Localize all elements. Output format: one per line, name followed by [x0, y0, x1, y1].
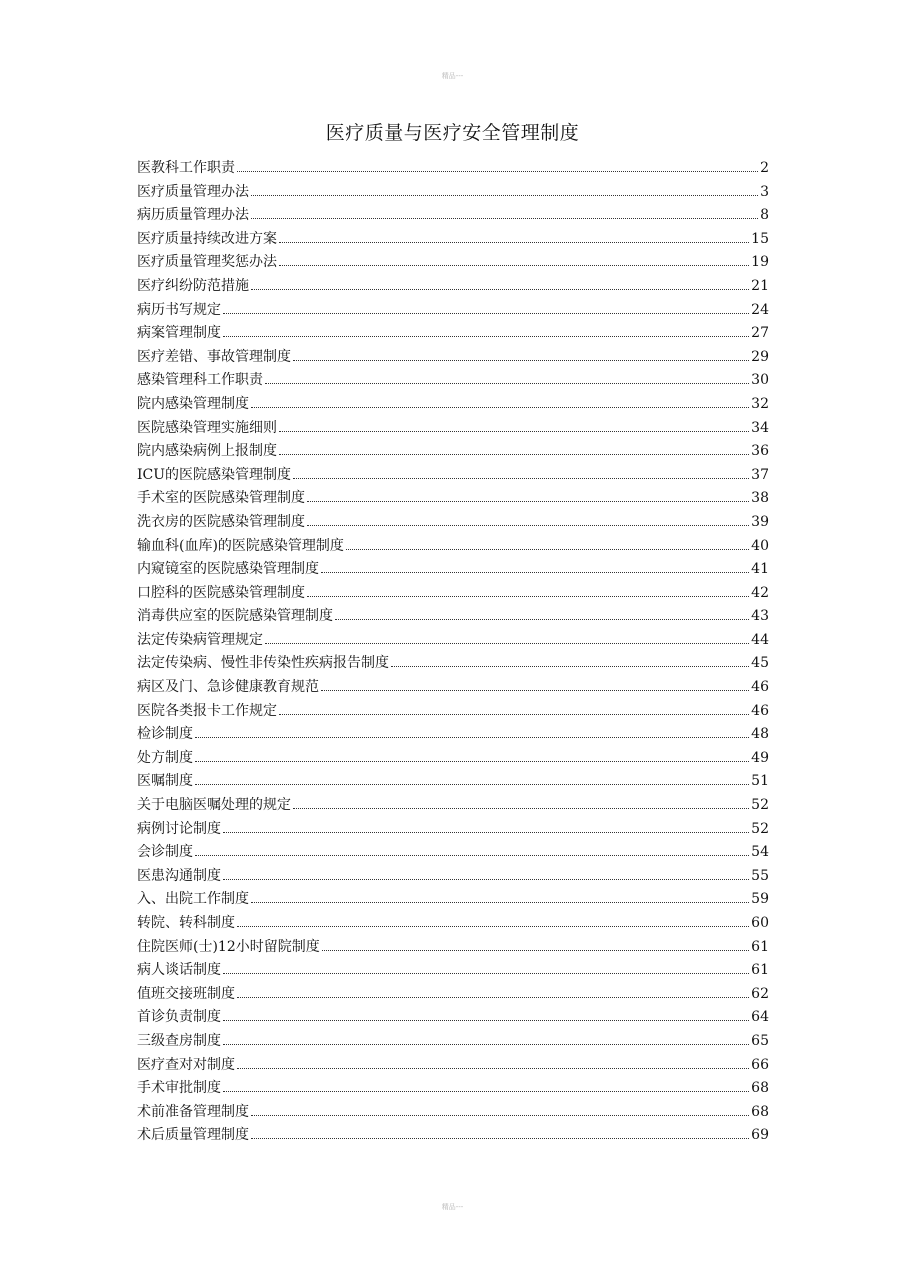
- toc-page-number: 41: [751, 561, 769, 578]
- toc-page-number: 34: [751, 419, 769, 436]
- toc-dot-leader: [322, 950, 749, 951]
- toc-dot-leader: [251, 195, 758, 196]
- toc-dot-leader: [237, 926, 749, 927]
- toc-entry-title: 医患沟通制度: [137, 867, 221, 884]
- toc-entry-title: 医疗查对对制度: [137, 1056, 235, 1073]
- toc-entry[interactable]: [137, 723, 769, 747]
- toc-dot-leader: [307, 501, 749, 502]
- toc-page-number: 36: [751, 443, 769, 460]
- toc-page-number: 27: [751, 325, 769, 342]
- toc-entry[interactable]: [137, 275, 769, 299]
- toc-page-number: 43: [751, 608, 769, 625]
- footer-watermark: 精品---: [441, 1203, 464, 1211]
- toc-dot-leader: [391, 666, 749, 667]
- toc-entry-title: 转院、转科制度: [137, 915, 235, 931]
- toc-entry[interactable]: [137, 535, 769, 559]
- toc-page-number: 60: [751, 915, 769, 931]
- toc-dot-leader: [223, 1091, 749, 1092]
- toc-dot-leader: [223, 832, 749, 833]
- toc-page-number: 29: [751, 348, 769, 365]
- toc-page-number: 66: [751, 1056, 769, 1073]
- toc-page-number: 19: [751, 254, 769, 271]
- toc-entry[interactable]: [137, 487, 769, 511]
- toc-page-number: 48: [751, 726, 769, 743]
- toc-entry-title: 医院感染管理实施细则: [137, 419, 277, 436]
- toc-dot-leader: [307, 525, 749, 526]
- toc-entry[interactable]: [137, 770, 769, 794]
- toc-entry[interactable]: [137, 582, 769, 606]
- toc-entry-title: 手术室的医院感染管理制度: [137, 490, 305, 507]
- toc-page-number: 59: [751, 891, 769, 908]
- toc-page-number: 21: [751, 277, 769, 294]
- toc-page-number: 46: [751, 679, 769, 696]
- toc-dot-leader: [335, 619, 749, 620]
- toc-dot-leader: [223, 336, 749, 337]
- toc-entry-title: 病历质量管理办法: [137, 207, 249, 224]
- toc-dot-leader: [251, 1115, 749, 1116]
- toc-entry-title: 医疗质量管理办法: [137, 183, 249, 200]
- toc-entry-title: 医教科工作职责: [137, 160, 235, 176]
- toc-page-number: 37: [751, 466, 769, 483]
- toc-dot-leader: [321, 572, 749, 573]
- toc-dot-leader: [251, 1138, 749, 1139]
- toc-entry-title: 术前准备管理制度: [137, 1103, 249, 1120]
- toc-entry-title: 住院医师(士)12小时留院制度: [137, 938, 320, 955]
- toc-entry[interactable]: [137, 652, 769, 676]
- toc-page-number: 49: [751, 749, 769, 766]
- toc-page-number: 44: [751, 631, 769, 648]
- toc-entry-title: 医疗差错、事故管理制度: [137, 348, 291, 365]
- toc-page-number: 52: [751, 797, 769, 814]
- toc-page-number: 54: [751, 844, 769, 861]
- toc-dot-leader: [279, 714, 749, 715]
- toc-page-number: 55: [751, 867, 769, 884]
- toc-page-number: 62: [751, 985, 769, 1002]
- toc-entry[interactable]: [137, 605, 769, 629]
- toc-entry[interactable]: [137, 1124, 769, 1148]
- toc-dot-leader: [195, 784, 749, 785]
- toc-entry-title: 病区及门、急诊健康教育规范: [137, 679, 319, 696]
- toc-entry-title: 医嘱制度: [137, 773, 193, 790]
- toc-entry-title: 首诊负责制度: [137, 1009, 221, 1026]
- toc-dot-leader: [223, 879, 749, 880]
- toc-entry[interactable]: [137, 440, 769, 464]
- toc-page-number: 68: [751, 1103, 769, 1120]
- toc-entry[interactable]: [137, 204, 769, 228]
- toc-entry-title: 感染管理科工作职责: [137, 372, 263, 389]
- toc-dot-leader: [279, 265, 749, 266]
- toc-entry[interactable]: [137, 251, 769, 275]
- toc-entry[interactable]: [137, 629, 769, 653]
- header-watermark: 精品---: [441, 72, 464, 80]
- toc-entry[interactable]: [137, 888, 769, 912]
- toc-entry-title: 值班交接班制度: [137, 985, 235, 1002]
- toc-entry[interactable]: [137, 464, 769, 488]
- toc-entry[interactable]: [137, 558, 769, 582]
- toc-entry[interactable]: [137, 322, 769, 346]
- toc-dot-leader: [265, 643, 749, 644]
- toc-entry[interactable]: [137, 865, 769, 889]
- toc-dot-leader: [195, 737, 749, 738]
- toc-entry[interactable]: [137, 181, 769, 205]
- toc-dot-leader: [265, 383, 749, 384]
- toc-entry-title: 内窥镜室的医院感染管理制度: [137, 561, 319, 578]
- toc-entry[interactable]: [137, 912, 769, 936]
- document-title: 医疗质量与医疗安全管理制度: [325, 122, 580, 144]
- toc-page-number: 52: [751, 820, 769, 837]
- toc-entry[interactable]: [137, 700, 769, 724]
- toc-entry-title: 洗衣房的医院感染管理制度: [137, 513, 305, 530]
- toc-entry[interactable]: [137, 983, 769, 1007]
- toc-page-number: 68: [751, 1080, 769, 1097]
- toc-dot-leader: [279, 431, 749, 432]
- toc-dot-leader: [293, 478, 749, 479]
- toc-dot-leader: [307, 596, 749, 597]
- toc-dot-leader: [237, 1068, 749, 1069]
- toc-dot-leader: [223, 973, 749, 974]
- toc-entry-title: 法定传染病、慢性非传染性疾病报告制度: [137, 655, 389, 672]
- toc-entry-title: 关于电脑医嘱处理的规定: [137, 797, 291, 814]
- toc-entry[interactable]: [137, 794, 769, 818]
- toc-entry[interactable]: [137, 393, 769, 417]
- toc-entry-title: 术后质量管理制度: [137, 1127, 249, 1144]
- toc-page-number: 8: [760, 207, 769, 224]
- toc-entry-title: 法定传染病管理规定: [137, 631, 263, 648]
- toc-dot-leader: [321, 690, 749, 691]
- toc-entry-title: 口腔科的医院感染管理制度: [137, 584, 305, 601]
- toc-dot-leader: [279, 242, 749, 243]
- toc-entry[interactable]: [137, 228, 769, 252]
- toc-dot-leader: [223, 1020, 749, 1021]
- toc-page-number: 46: [751, 702, 769, 719]
- toc-dot-leader: [195, 855, 749, 856]
- toc-entry[interactable]: [137, 959, 769, 983]
- toc-entry[interactable]: [137, 936, 769, 960]
- toc-dot-leader: [237, 997, 749, 998]
- toc-entry-title: 医疗质量持续改进方案: [137, 230, 277, 247]
- toc-entry-title: ICU的医院感染管理制度: [137, 466, 292, 483]
- toc-entry[interactable]: [137, 1030, 769, 1054]
- toc-entry[interactable]: [137, 369, 769, 393]
- toc-entry[interactable]: [137, 1006, 769, 1030]
- toc-entry-title: 消毒供应室的医院感染管理制度: [137, 608, 333, 625]
- toc-entry-title: 检诊制度: [137, 726, 193, 743]
- toc-page-number: 64: [751, 1009, 769, 1026]
- toc-page-number: 61: [751, 938, 769, 955]
- toc-page-number: 69: [751, 1127, 769, 1144]
- toc-page-number: 2: [760, 160, 769, 176]
- toc-entry-title: 入、出院工作制度: [137, 891, 249, 908]
- toc-entry-title: 三级查房制度: [137, 1032, 221, 1049]
- toc-entry[interactable]: [137, 346, 769, 370]
- toc-dot-leader: [251, 218, 758, 219]
- toc-entry-title: 输血科(血库)的医院感染管理制度: [137, 537, 344, 554]
- toc-page-number: 51: [751, 773, 769, 790]
- toc-page-number: 38: [751, 490, 769, 507]
- toc-entry[interactable]: [137, 417, 769, 441]
- toc-entry-title: 病例讨论制度: [137, 820, 221, 837]
- toc-entry-title: 会诊制度: [137, 844, 193, 861]
- toc-entry[interactable]: [137, 1077, 769, 1101]
- toc-page-number: 15: [751, 230, 769, 247]
- toc-page-number: 45: [751, 655, 769, 672]
- toc-page-number: 24: [751, 301, 769, 318]
- toc-dot-leader: [195, 761, 749, 762]
- toc-entry[interactable]: [137, 157, 769, 181]
- toc-dot-leader: [251, 289, 749, 290]
- table-of-contents: [137, 157, 769, 1148]
- toc-dot-leader: [279, 454, 749, 455]
- toc-entry[interactable]: [137, 676, 769, 700]
- toc-page-number: 65: [751, 1032, 769, 1049]
- toc-page-number: 32: [751, 395, 769, 412]
- toc-dot-leader: [346, 549, 749, 550]
- toc-entry-title: 院内感染病例上报制度: [137, 443, 277, 460]
- toc-entry-title: 手术审批制度: [137, 1080, 221, 1097]
- toc-dot-leader: [293, 360, 749, 361]
- toc-entry[interactable]: [137, 818, 769, 842]
- toc-page-number: 30: [751, 372, 769, 389]
- toc-entry[interactable]: [137, 747, 769, 771]
- toc-entry-title: 医疗纠纷防范措施: [137, 277, 249, 294]
- toc-dot-leader: [251, 902, 749, 903]
- toc-entry[interactable]: [137, 299, 769, 323]
- toc-dot-leader: [251, 407, 749, 408]
- toc-dot-leader: [223, 313, 749, 314]
- toc-page-number: 42: [751, 584, 769, 601]
- toc-entry[interactable]: [137, 841, 769, 865]
- toc-entry-title: 病人谈话制度: [137, 962, 221, 979]
- toc-page-number: 40: [751, 537, 769, 554]
- toc-dot-leader: [237, 171, 758, 172]
- toc-entry[interactable]: [137, 511, 769, 535]
- toc-entry[interactable]: [137, 1101, 769, 1125]
- toc-page-number: 3: [760, 183, 769, 200]
- toc-entry-title: 病案管理制度: [137, 325, 221, 342]
- toc-entry-title: 院内感染管理制度: [137, 395, 249, 412]
- toc-page-number: 61: [751, 962, 769, 979]
- toc-entry[interactable]: [137, 1054, 769, 1078]
- toc-dot-leader: [223, 1044, 749, 1045]
- toc-dot-leader: [293, 808, 749, 809]
- toc-entry-title: 处方制度: [137, 749, 193, 766]
- toc-entry-title: 医疗质量管理奖惩办法: [137, 254, 277, 271]
- toc-entry-title: 医院各类报卡工作规定: [137, 702, 277, 719]
- toc-page-number: 39: [751, 513, 769, 530]
- toc-entry-title: 病历书写规定: [137, 301, 221, 318]
